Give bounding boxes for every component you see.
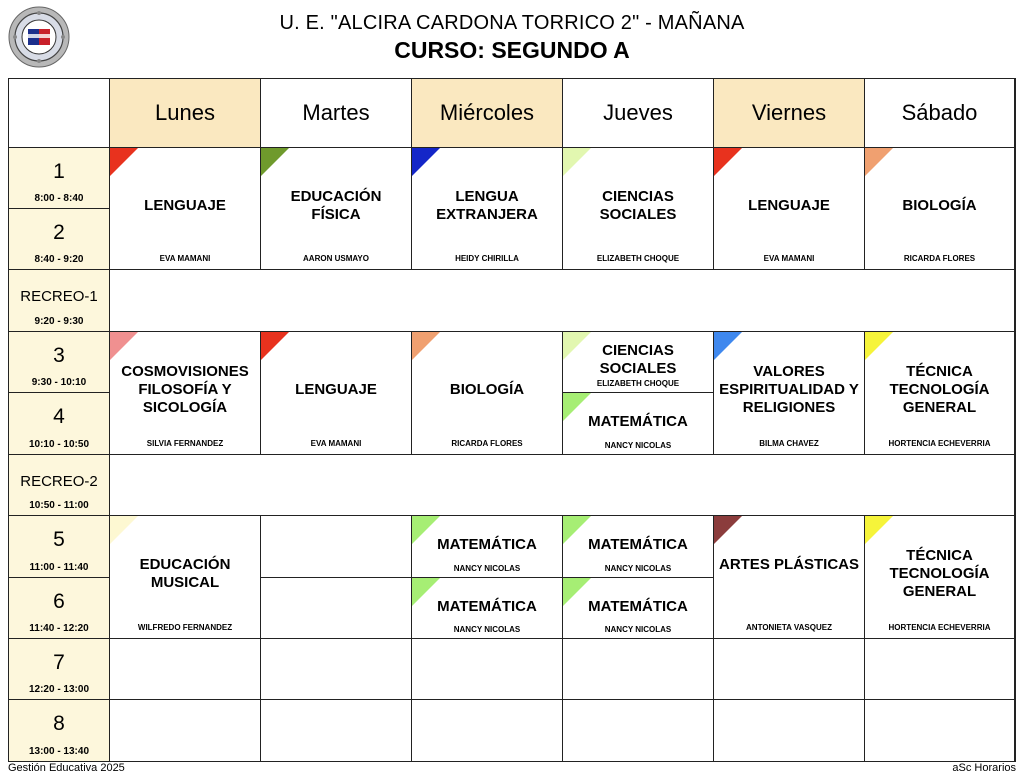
- period-cell: [9, 639, 110, 700]
- subject-color-marker: [714, 332, 742, 360]
- teacher-name: NANCY NICOLAS: [604, 441, 672, 450]
- period-cell: [9, 393, 110, 455]
- empty-slot: [563, 639, 714, 700]
- period-number: 1: [53, 160, 65, 183]
- subject-color-marker: [110, 332, 138, 360]
- subject-color-marker: [110, 148, 138, 176]
- empty-slot: [714, 639, 865, 700]
- break-period-cell: [9, 455, 110, 516]
- footer-left-text: Gestión Educativa 2025: [8, 762, 125, 774]
- break-period-cell: [9, 270, 110, 332]
- corner-cell: [9, 79, 110, 148]
- day-header: [865, 79, 1015, 148]
- period-number: 8: [53, 712, 65, 735]
- teacher-name: EVA MAMANI: [310, 439, 362, 448]
- teacher-name: EVA MAMANI: [159, 254, 211, 263]
- day-label: Martes: [302, 100, 370, 125]
- empty-slot: [563, 700, 714, 762]
- teacher-name: NANCY NICOLAS: [604, 564, 672, 573]
- period-time: 11:40 - 12:20: [29, 623, 89, 634]
- empty-slot: [110, 639, 261, 700]
- subject-name: LENGUA EXTRANJERA: [436, 188, 538, 223]
- period-cell: [9, 209, 110, 270]
- subject-name: MATEMÁTICA: [588, 536, 688, 553]
- lesson-cell: [714, 148, 865, 270]
- day-header: [714, 79, 865, 148]
- teacher-name: HORTENCIA ECHEVERRIA: [888, 623, 991, 632]
- empty-slot: [865, 700, 1015, 762]
- subject-color-marker: [261, 332, 289, 360]
- period-cell: [9, 700, 110, 762]
- empty-slot: [865, 639, 1015, 700]
- empty-slot: [261, 639, 412, 700]
- day-header: [563, 79, 714, 148]
- period-number: 4: [53, 405, 65, 428]
- footer-right-text: aSc Horarios: [952, 762, 1016, 774]
- lesson-cell: [110, 516, 261, 639]
- teacher-name: HORTENCIA ECHEVERRIA: [888, 439, 991, 448]
- lesson-cell: [412, 148, 563, 270]
- lesson-cell: [865, 148, 1015, 270]
- teacher-name: ELIZABETH CHOQUE: [596, 254, 680, 263]
- subject-name: TÉCNICA TECNOLOGÍA GENERAL: [889, 547, 990, 600]
- day-label: Viernes: [751, 100, 827, 125]
- lesson-cell: [563, 516, 714, 578]
- empty-slot: [261, 700, 412, 762]
- period-time: 8:00 - 8:40: [34, 193, 84, 204]
- period-cell: [9, 516, 110, 578]
- lesson-cell: [110, 148, 261, 270]
- teacher-name: ANTONIETA VASQUEZ: [746, 623, 832, 632]
- period-cell: [9, 578, 110, 639]
- period-time: 8:40 - 9:20: [34, 254, 84, 265]
- page-header: [0, 0, 1024, 70]
- lesson-cell: [563, 578, 714, 639]
- empty-slot: [261, 516, 412, 578]
- lesson-cell: [261, 332, 412, 455]
- teacher-name: HEIDY CHIRILLA: [455, 254, 519, 263]
- day-header: [110, 79, 261, 148]
- teacher-name: RICARDA FLORES: [903, 254, 976, 263]
- break-row: [110, 455, 1015, 516]
- subject-name: BIOLOGÍA: [902, 197, 977, 214]
- lesson-cell: [261, 148, 412, 270]
- period-cell: [9, 148, 110, 209]
- subject-name: MATEMÁTICA: [588, 598, 688, 615]
- course-title: CURSO: SEGUNDO A: [394, 37, 630, 63]
- period-time: 12:20 - 13:00: [28, 684, 90, 695]
- day-label: Sábado: [901, 100, 978, 125]
- day-label: Jueves: [603, 100, 673, 125]
- lesson-cell: [563, 332, 714, 393]
- period-time: 10:50 - 11:00: [29, 500, 89, 511]
- empty-slot: [412, 639, 563, 700]
- subject-name: TÉCNICA TECNOLOGÍA GENERAL: [889, 363, 990, 416]
- period-cell: [9, 332, 110, 393]
- teacher-name: BILMA CHAVEZ: [759, 439, 819, 448]
- teacher-name: NANCY NICOLAS: [604, 625, 672, 634]
- lesson-cell: [412, 332, 563, 455]
- timetable-grid: [8, 78, 1016, 762]
- subject-name: LENGUAJE: [144, 197, 226, 214]
- teacher-name: SILVIA FERNANDEZ: [146, 439, 224, 448]
- lesson-cell: [412, 516, 563, 578]
- day-header: [261, 79, 412, 148]
- period-number: 3: [53, 344, 65, 367]
- subject-name: CIENCIAS SOCIALES: [599, 342, 677, 377]
- day-header: [412, 79, 563, 148]
- break-name: RECREO-1: [20, 288, 98, 305]
- subject-name: MATEMÁTICA: [437, 598, 537, 615]
- subject-color-marker: [412, 332, 440, 360]
- subject-color-marker: [714, 148, 742, 176]
- subject-color-marker: [110, 516, 138, 544]
- period-time: 11:00 - 11:40: [29, 562, 89, 573]
- period-number: 5: [53, 528, 65, 551]
- subject-color-marker: [714, 516, 742, 544]
- period-time: 9:20 - 9:30: [34, 316, 84, 327]
- teacher-name: AARON USMAYO: [303, 254, 369, 263]
- subject-name: EDUCACIÓN MUSICAL: [139, 556, 231, 591]
- subject-name: MATEMÁTICA: [437, 536, 537, 553]
- lesson-cell: [412, 578, 563, 639]
- subject-color-marker: [261, 148, 289, 176]
- lesson-cell: [563, 148, 714, 270]
- subject-color-marker: [865, 332, 893, 360]
- subject-color-marker: [563, 148, 591, 176]
- subject-name: LENGUAJE: [748, 197, 830, 214]
- subject-name: EDUCACIÓN FÍSICA: [290, 188, 382, 223]
- lesson-cell: [110, 332, 261, 455]
- subject-name: MATEMÁTICA: [588, 413, 688, 430]
- break-name: RECREO-2: [20, 473, 98, 490]
- teacher-name: RICARDA FLORES: [451, 439, 523, 448]
- teacher-name: NANCY NICOLAS: [453, 564, 521, 573]
- period-number: 2: [53, 221, 65, 244]
- period-time: 9:30 - 10:10: [31, 377, 87, 388]
- subject-name: COSMOVISIONES FILOSOFÍA Y SICOLOGÍA: [121, 363, 249, 416]
- lesson-cell: [714, 332, 865, 455]
- period-time: 10:10 - 10:50: [28, 439, 90, 450]
- subject-color-marker: [865, 148, 893, 176]
- period-time: 13:00 - 13:40: [28, 746, 90, 757]
- period-number: 6: [53, 590, 65, 613]
- empty-slot: [412, 700, 563, 762]
- lesson-cell: [865, 516, 1015, 639]
- subject-name: VALORES ESPIRITUALIDAD Y RELIGIONES: [719, 363, 859, 416]
- teacher-name: ELIZABETH CHOQUE: [596, 379, 680, 388]
- subject-name: LENGUAJE: [295, 381, 377, 398]
- lesson-cell: [865, 332, 1015, 455]
- lesson-cell: [563, 393, 714, 455]
- subject-color-marker: [865, 516, 893, 544]
- empty-slot: [714, 700, 865, 762]
- teacher-name: WILFREDO FERNANDEZ: [137, 623, 233, 632]
- lesson-cell: [714, 516, 865, 639]
- subject-name: BIOLOGÍA: [449, 381, 525, 398]
- school-title: U. E. "ALCIRA CARDONA TORRICO 2" - MAÑANA: [279, 12, 745, 34]
- period-number: 7: [53, 651, 65, 674]
- day-label: Miércoles: [439, 100, 535, 125]
- empty-slot: [261, 578, 412, 639]
- empty-slot: [110, 700, 261, 762]
- day-label: Lunes: [155, 100, 215, 125]
- break-row: [110, 270, 1015, 332]
- subject-name: ARTES PLÁSTICAS: [718, 556, 859, 573]
- subject-color-marker: [412, 148, 440, 176]
- teacher-name: NANCY NICOLAS: [453, 625, 521, 634]
- teacher-name: EVA MAMANI: [763, 254, 815, 263]
- subject-name: CIENCIAS SOCIALES: [599, 188, 677, 223]
